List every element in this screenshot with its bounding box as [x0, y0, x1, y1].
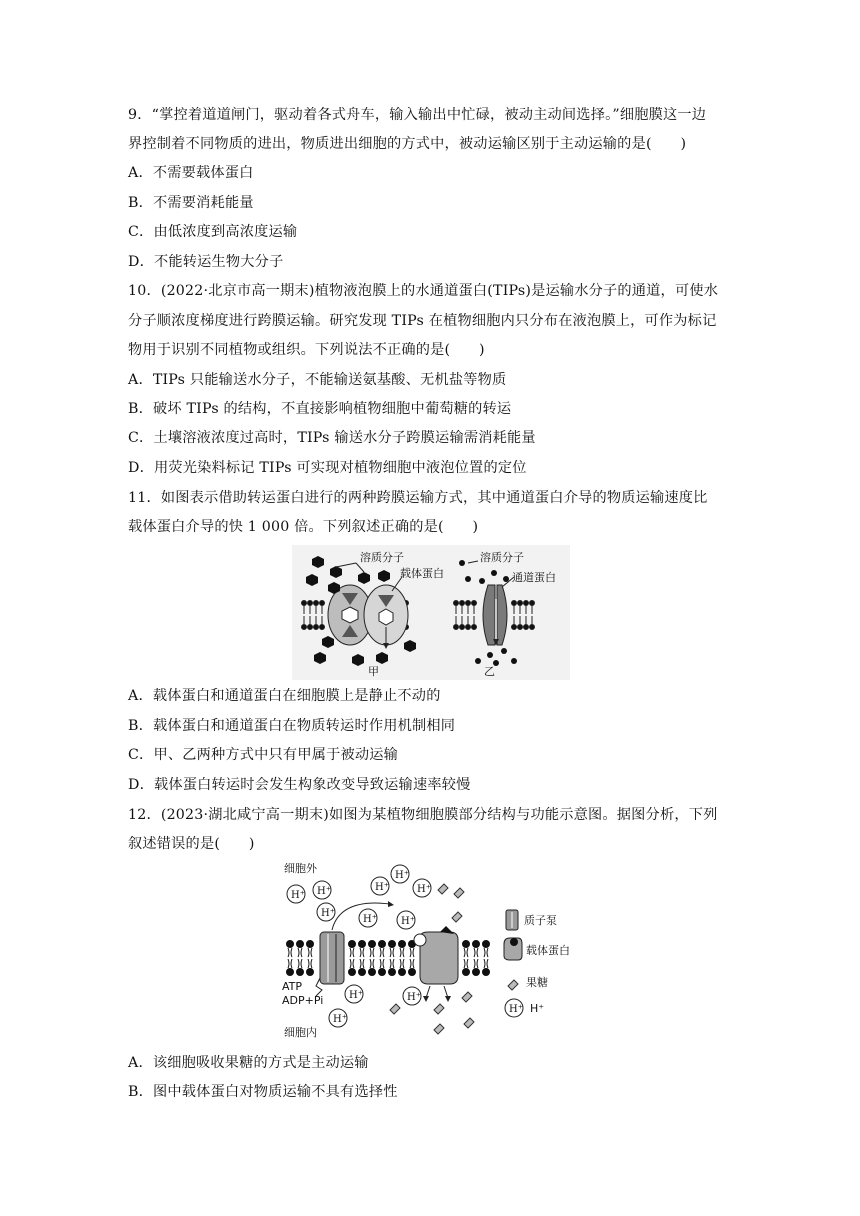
q11-option-c: C．甲、乙两种方式中只有甲属于被动运输: [128, 747, 399, 763]
legend: [504, 910, 570, 1017]
q10-option-d: D．用荧光染料标记 TIPs 可实现对植物细胞中液泡位置的定位: [128, 460, 527, 476]
legend-fructose: 果糖: [526, 976, 548, 989]
q10-option-a: A．TIPs 只能输送水分子，不能输送氨基酸、无机盐等物质: [128, 372, 507, 388]
adp-label: ADP+Pi: [282, 994, 324, 1007]
svg-text:H⁺: H⁺: [509, 1004, 523, 1015]
legend-h: H⁺: [530, 1002, 545, 1015]
q12-option-a: A．该细胞吸收果糖的方式是主动运输: [128, 1055, 369, 1071]
svg-text:H⁺: H⁺: [349, 990, 363, 1001]
svg-text:H⁺: H⁺: [401, 916, 415, 927]
q10-stem-line1: 10．(2022·北京市高一期末)植物液泡膜上的水通道蛋白(TIPs)是运输水分子的通道，可使水: [128, 283, 719, 299]
proton-pump-figure: [280, 858, 590, 1044]
q10-option-b: B．破坏 TIPs 的结构，不直接影响植物细胞中葡萄糖的转运: [128, 401, 512, 417]
membrane: [287, 941, 490, 976]
q10-option-c: C．土壤溶液浓度过高时，TIPs 输送水分子跨膜运输需消耗能量: [128, 430, 536, 446]
right-solute-label: 溶质分子: [480, 551, 524, 564]
svg-text:H⁺: H⁺: [333, 1014, 347, 1025]
svg-text:H⁺: H⁺: [317, 886, 331, 897]
legend-carrier-icon: [504, 938, 522, 960]
q9-option-d: D．不能转运生物大分子: [128, 254, 284, 270]
q9-stem-line2: 界控制着不同物质的进出，物质进出细胞的方式中，被动运输区别于主动运输的是( ): [128, 136, 687, 152]
channel-protein: [483, 585, 507, 645]
q11-option-d: D．载体蛋白转运时会发生构象改变导致运输速率较慢: [128, 777, 471, 793]
svg-text:H⁺: H⁺: [375, 882, 389, 893]
inside-label: 细胞内: [284, 1026, 317, 1039]
q12-stem-line1: 12．(2023·湖北咸宁高一期末)如图为某植物细胞膜部分结构与功能示意图。据图分析，下列: [128, 807, 718, 823]
svg-text:H⁺: H⁺: [417, 884, 431, 895]
q9-stem-line1: 9．“掌控着道道闸门，驱动着各式舟车，输入输出中忙碌，被动主动间选择。”细胞膜这一边: [128, 107, 707, 123]
legend-fructose-icon: [508, 980, 518, 990]
outside-label: 细胞外: [284, 862, 317, 875]
legend-pump-icon: [506, 910, 518, 930]
svg-text:H⁺: H⁺: [407, 992, 421, 1003]
q9-option-a: A．不需要载体蛋白: [128, 165, 254, 181]
q11-stem-line1: 11．如图表示借助转运蛋白进行的两种跨膜运输方式，其中通道蛋白介导的物质运输速度比: [128, 490, 708, 506]
q11-option-a: A．载体蛋白和通道蛋白在细胞膜上是静止不动的: [128, 688, 441, 704]
right-caption: 乙: [484, 665, 495, 678]
atp-label: ATP: [282, 980, 303, 993]
left-carrier-label: 载体蛋白: [400, 567, 444, 580]
svg-text:H⁺: H⁺: [291, 890, 305, 901]
q11-stem-line2: 载体蛋白介导的快 1 000 倍。下列叙述正确的是( ): [128, 519, 479, 535]
legend-carrier: 载体蛋白: [526, 944, 570, 957]
legend-h-icon: [505, 999, 523, 1017]
left-caption: 甲: [368, 665, 379, 678]
svg-text:H⁺: H⁺: [321, 908, 335, 919]
q9-option-c: C．由低浓度到高浓度运输: [128, 224, 298, 240]
q10-stem-line2: 分子顺浓度梯度进行跨膜运输。研究发现 TIPs 在植物细胞内只分布在液泡膜上，可作为标记: [128, 313, 717, 329]
transport-protein-figure: [292, 545, 570, 680]
carrier-protein: [414, 926, 458, 1002]
legend-pump: 质子泵: [524, 914, 557, 927]
q10-stem-line3: 物用于识别不同植物或组织。下列说法不正确的是( ): [128, 342, 485, 358]
q9-option-b: B．不需要消耗能量: [128, 195, 254, 211]
svg-text:H⁺: H⁺: [363, 914, 377, 925]
q11-option-b: B．载体蛋白和通道蛋白在物质转运时作用机制相同: [128, 718, 456, 734]
q12-stem-line2: 叙述错误的是( ): [128, 836, 255, 852]
svg-text:H⁺: H⁺: [395, 870, 409, 881]
right-channel-label: 通道蛋白: [512, 571, 556, 584]
left-solute-label: 溶质分子: [360, 551, 404, 564]
q12-option-b: B．图中载体蛋白对物质运输不具有选择性: [128, 1084, 398, 1100]
